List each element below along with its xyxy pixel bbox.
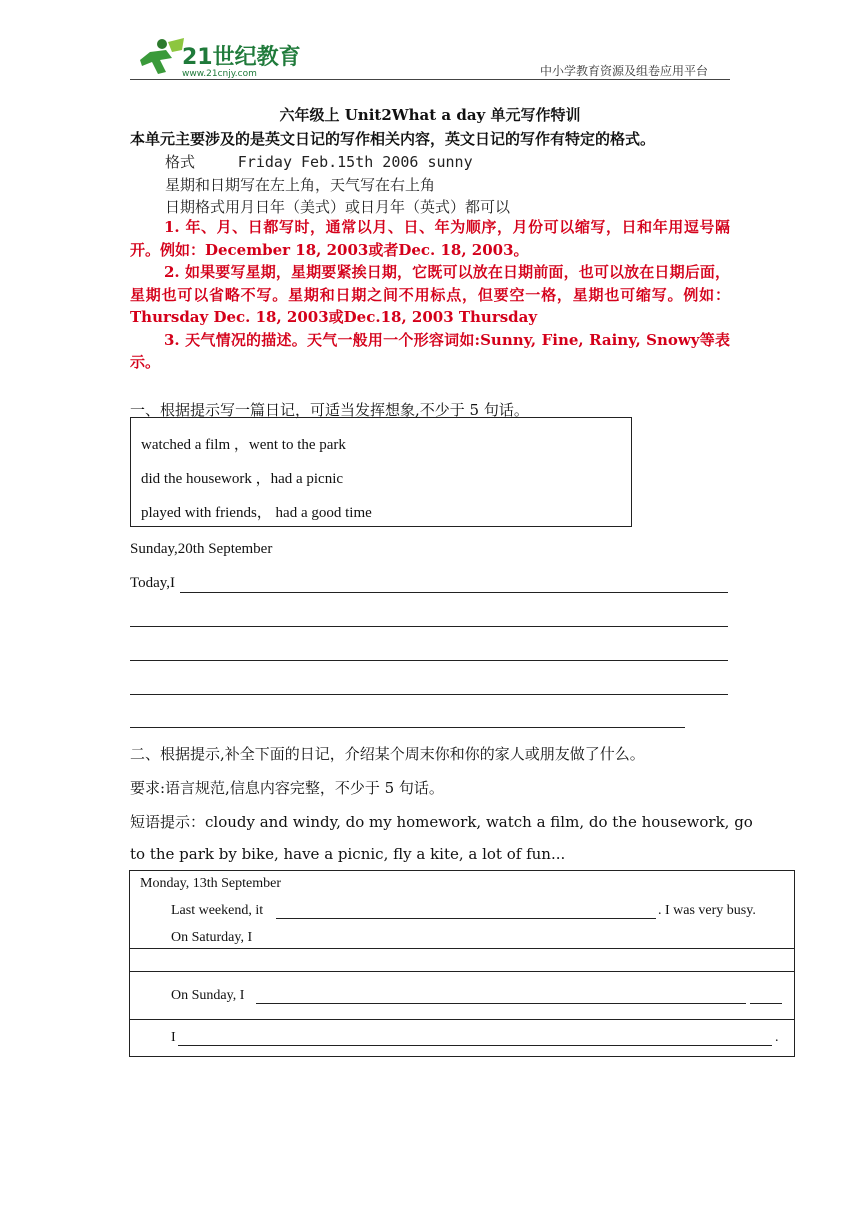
- line2-start: On Saturday, I: [171, 930, 253, 945]
- section2-requirement: 要求:语言规范,信息内容完整，不少于 5 句话。: [130, 779, 444, 797]
- line4-start: I: [171, 1030, 176, 1045]
- table-row-divider: [130, 971, 794, 972]
- diary-table: [129, 870, 795, 1057]
- section2-question: 二、根据提示,补全下面的日记，介绍某个周末你和你的家人或朋友做了什么。: [130, 745, 645, 763]
- answer-line: [130, 660, 728, 661]
- hint-box: [130, 417, 632, 527]
- line1-start: Last weekend, it: [171, 903, 264, 918]
- site-logo: [132, 36, 302, 78]
- diary-table-date: Monday, 13th September: [140, 876, 282, 891]
- diary-start: Today,I: [130, 575, 176, 591]
- intro-text: 本单元主要涉及的是英文日记的写作相关内容，英文日记的写作有特定的格式。: [130, 130, 656, 148]
- hint-line-2: did the housework ，had a picnic: [141, 471, 344, 487]
- date-rules: [130, 216, 730, 374]
- format-note-2: 日期格式用月日年（美式）或日月年（英式）都可以: [165, 198, 511, 216]
- rule-1: 1. 年、月、日都写时，通常以月、日、年为顺序，月份可以缩写，日和年用逗号隔开。例如：December 18, 2003或者Dec. 18, 2003。: [130, 218, 730, 259]
- fill-blank: [276, 918, 656, 919]
- document-title: 六年级上 Unit2What a day 单元写作特训: [279, 106, 581, 124]
- svg-text:21世纪教育: 21世纪教育: [182, 45, 301, 70]
- rule-3: 3. 天气情况的描述。天气一般用一个形容词如:Sunny, Fine, Rainy, Snowy等表示。: [130, 330, 730, 371]
- phrase-hints-1: 短语提示：cloudy and windy, do my homework, watch a film, do the housework, go: [130, 813, 753, 831]
- format-example: Friday Feb.15th 2006 sunny: [237, 153, 473, 171]
- table-row-divider: [130, 1019, 794, 1020]
- runner-icon: [140, 38, 184, 74]
- format-row: [165, 151, 473, 172]
- fill-blank: [178, 1045, 772, 1046]
- table-row-divider: [130, 948, 794, 949]
- line1-end: . I was very busy.: [658, 903, 756, 918]
- section1-question: 一、根据提示写一篇日记，可适当发挥想象,不少于 5 句话。: [130, 401, 529, 419]
- diary-date: Sunday,20th September: [130, 541, 273, 557]
- format-label: 格式: [165, 153, 196, 171]
- platform-name: 中小学教育资源及组卷应用平台: [540, 64, 709, 78]
- format-note-1: 星期和日期写在左上角，天气写在右上角: [165, 176, 436, 194]
- answer-line: [130, 694, 728, 695]
- fill-blank: [256, 1003, 746, 1004]
- hint-line-1: watched a film ，went to the park: [141, 437, 346, 453]
- hint-line-3: played with friends， had a good time: [141, 505, 372, 521]
- line4-end: .: [775, 1030, 779, 1045]
- phrase-hints-2: to the park by bike, have a picnic, fly a kite, a lot of fun...: [130, 845, 566, 863]
- svg-text:www.21cnjy.com: www.21cnjy.com: [182, 69, 257, 78]
- header-divider: [130, 79, 730, 80]
- line3-start: On Sunday, I: [171, 988, 245, 1003]
- rule-2: 2. 如果要写星期，星期要紧挨日期，它既可以放在日期前面，也可以放在日期后面，星期也可以省略不写。星期和日期之间不用标点，但要空一格，星期也可缩写。例如：Thursday Dec. 18, 2003或Dec.18, 2003 Thursday: [130, 263, 730, 326]
- answer-line: [180, 592, 728, 593]
- answer-line: [130, 626, 728, 627]
- answer-line: [130, 727, 685, 728]
- fill-blank: [750, 1003, 782, 1004]
